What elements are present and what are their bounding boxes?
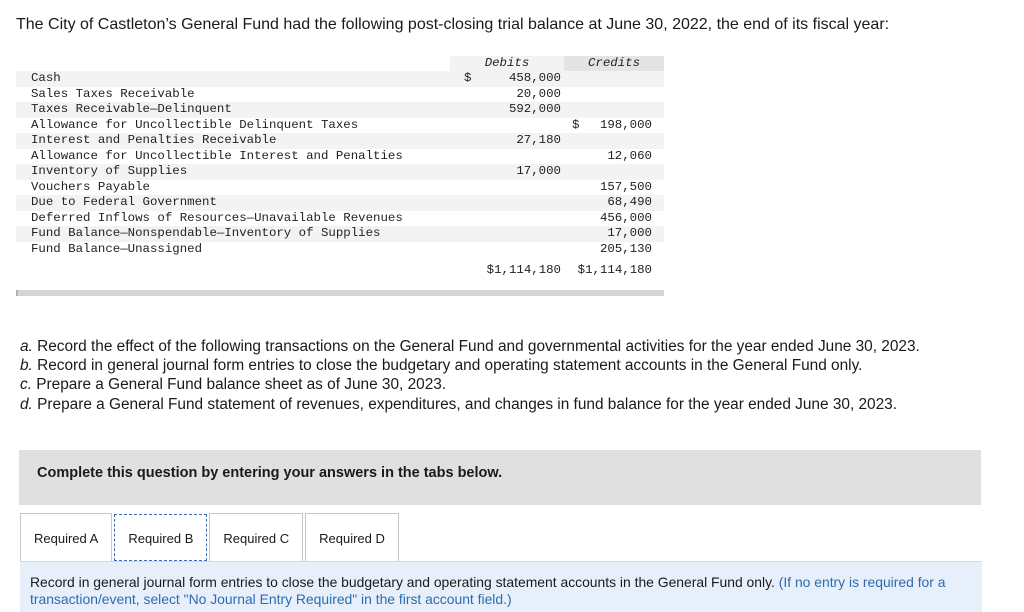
account-name: Interest and Penalties Receivable: [31, 133, 277, 147]
trial-balance-table: [16, 56, 664, 279]
trial-balance-row: [16, 226, 664, 242]
panel-hint: (If no entry is required for a transaction/event, select "No Journal Entry Required" in the first account field.): [30, 574, 946, 607]
credit-amount: 456,000: [599, 210, 652, 225]
debits-header: Debits: [450, 56, 564, 71]
account-name: Vouchers Payable: [31, 179, 150, 194]
task-item-b: b. Record in general journal form entries to close the budgetary and operating statement accounts in the General Fund only.: [20, 357, 863, 375]
trial-balance-row: [16, 71, 664, 87]
credit-amount: 12,060: [607, 148, 652, 163]
debit-amount: 592,000: [508, 102, 561, 116]
account-name: Fund Balance—Nonspendable—Inventory of Supplies: [31, 226, 381, 240]
table-scrollbar[interactable]: [16, 290, 664, 296]
trial-balance-total-row: [16, 261, 664, 279]
tab-required-d[interactable]: Required D: [305, 513, 399, 562]
trial-balance-row: [16, 87, 664, 103]
account-name: Inventory of Supplies: [31, 164, 188, 178]
credit-amount: 205,130: [599, 241, 652, 256]
credit-amount: 68,490: [607, 195, 652, 209]
total-debit: $1,114,180: [486, 263, 561, 277]
credit-amount: 17,000: [607, 226, 652, 240]
debit-amount: 27,180: [516, 133, 561, 147]
intro-text: The City of Castleton’s General Fund had the following post-closing trial balance at June 30, 2022, the end of its fiscal year:: [16, 16, 890, 33]
account-name: Due to Federal Government: [31, 195, 217, 209]
account-name: Taxes Receivable—Delinquent: [31, 102, 232, 116]
debit-amount: 17,000: [516, 164, 561, 178]
trial-balance-header: [16, 56, 664, 71]
account-name: Allowance for Uncollectible Interest and Penalties: [31, 148, 403, 163]
trial-balance-row: [16, 195, 664, 211]
tab-required-c[interactable]: Required C: [209, 513, 303, 562]
task-item-d: d. Prepare a General Fund statement of revenues, expenditures, and changes in fund balance for the year ended June 30, 2023.: [20, 395, 898, 413]
trial-balance-row: [16, 164, 664, 180]
trial-balance-row: [16, 180, 664, 196]
trial-balance-row: [16, 102, 664, 118]
task-list: [20, 337, 920, 414]
trial-balance-row: [16, 242, 664, 258]
trial-balance-row: [16, 149, 664, 165]
tab-bar: [20, 513, 401, 562]
debit-currency: $: [464, 71, 472, 85]
complete-prompt: Complete this question by entering your answers in the tabs below.: [19, 450, 981, 505]
trial-balance-row: [16, 133, 664, 149]
tab-required-b[interactable]: Required B: [114, 514, 207, 561]
credit-amount: 198,000: [599, 117, 652, 132]
account-header: [16, 56, 450, 71]
account-name: Deferred Inflows of Resources—Unavailable Revenues: [31, 210, 403, 225]
account-name: Sales Taxes Receivable: [31, 86, 195, 101]
task-item-a: a. Record the effect of the following transactions on the General Fund and governmental activities for the year ended June 30, 2023.: [20, 338, 920, 355]
task-item-c: c. Prepare a General Fund balance sheet as of June 30, 2023.: [20, 376, 447, 394]
trial-balance-row: [16, 118, 664, 134]
credits-header: Credits: [564, 56, 664, 71]
account-name: Fund Balance—Unassigned: [31, 241, 203, 256]
account-name: Cash: [31, 71, 61, 85]
trial-balance-row: [16, 211, 664, 227]
credit-currency: $: [572, 117, 580, 132]
tab-required-a[interactable]: Required A: [20, 513, 112, 562]
debit-amount: 458,000: [508, 71, 561, 85]
debit-amount: 20,000: [516, 86, 561, 101]
panel-instruction: Record in general journal form entries to close the budgetary and operating statement accounts in the General Fund only.: [30, 574, 775, 590]
tab-panel: [20, 561, 982, 612]
account-name: Allowance for Uncollectible Delinquent Taxes: [31, 117, 359, 132]
total-credit: $1,114,180: [577, 263, 652, 277]
credit-amount: 157,500: [599, 179, 652, 194]
